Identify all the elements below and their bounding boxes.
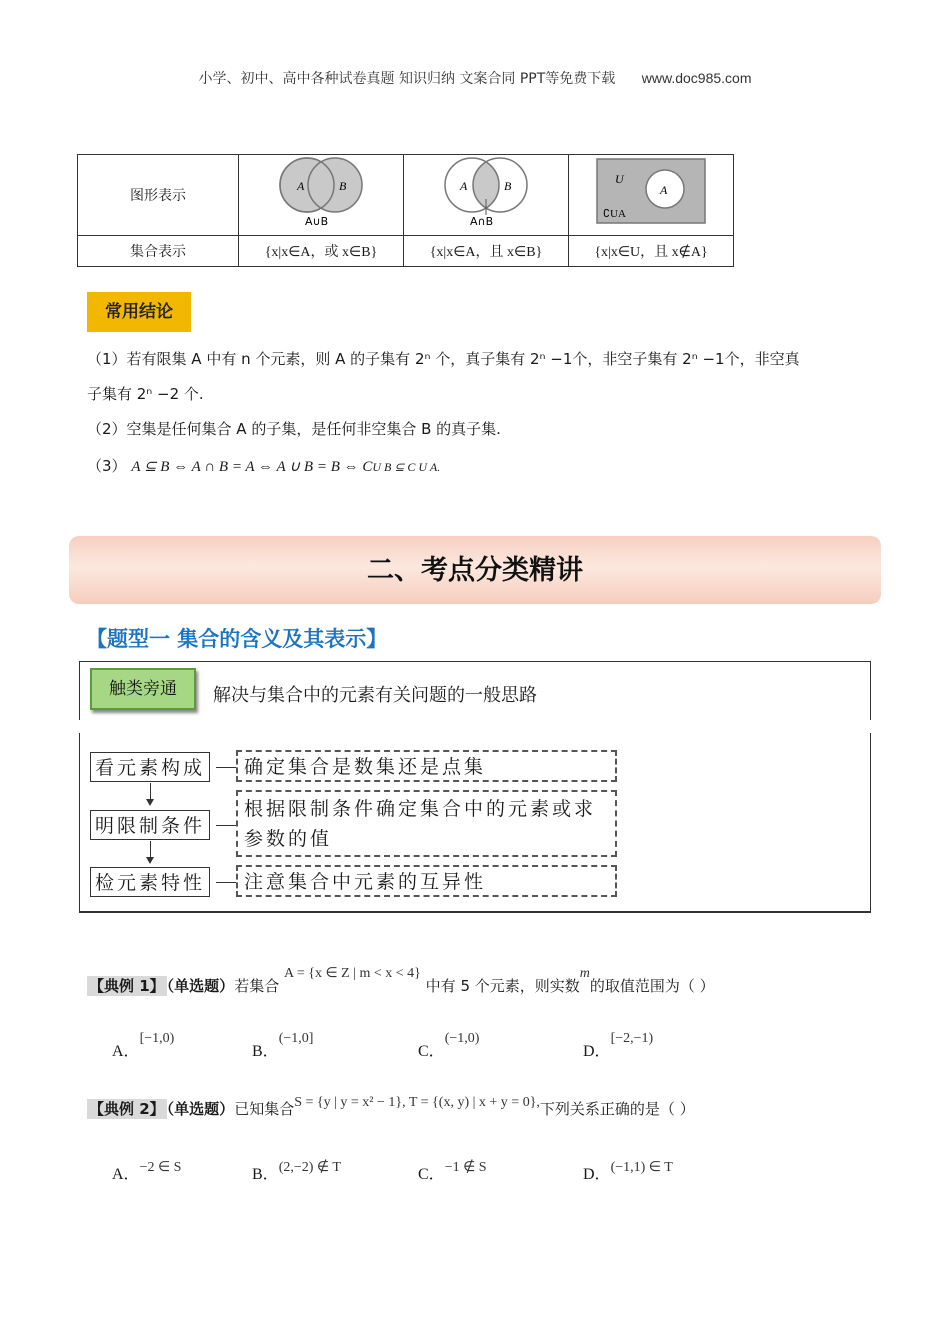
example-2-option-a[interactable] xyxy=(112,1161,181,1184)
flow-step-2-left: 明限制条件 xyxy=(90,810,210,840)
arrow-down-icon xyxy=(146,799,154,806)
option-label: C． xyxy=(418,1043,445,1060)
option-label: C． xyxy=(418,1166,445,1183)
type-heading: 【题型一 集合的含义及其表示】 xyxy=(86,627,388,651)
example-1-option-b[interactable] xyxy=(252,1031,314,1061)
venn-intersection-caption: A∩B xyxy=(470,215,494,228)
option-value: (−1,0) xyxy=(444,1031,480,1046)
venn-intersection-cell xyxy=(404,155,569,236)
flow-connector xyxy=(216,767,236,768)
flow-step-3-left: 检元素特性 xyxy=(90,867,210,897)
flow-step-2-right-line-1: 根据限制条件确定集合中的元素或求 xyxy=(244,798,597,820)
example-2-tag: 【典例 2】 xyxy=(89,1100,165,1118)
conclusion-badge: 常用结论 xyxy=(87,292,191,332)
option-label: D． xyxy=(583,1166,611,1183)
row-label-notation: 集合表示 xyxy=(78,236,239,267)
example-2-option-c[interactable] xyxy=(418,1161,487,1184)
flow-connector xyxy=(216,882,236,883)
flow-arrow xyxy=(150,783,151,799)
option-value: (−1,1) ∈ T xyxy=(610,1160,673,1175)
union-expression: {x|x∈A，或 x∈B} xyxy=(239,236,404,267)
conclusion-line-3-math: A ⊆ B ⇔ A ∩ B = A ⇔ A ∪ B = B ⇔ C xyxy=(131,459,373,475)
flow-step-2-right xyxy=(236,790,617,857)
flow-step-2-right-line-2: 参数的值 xyxy=(244,828,333,850)
venn-intersection-diagram xyxy=(404,155,568,231)
section-title-banner: 二、考点分类精讲 xyxy=(69,536,881,604)
intersection-expression: {x|x∈A，且 x∈B} xyxy=(404,236,569,267)
option-label: B． xyxy=(252,1166,279,1183)
flow-connector xyxy=(216,825,236,826)
tip-badge: 触类旁通 xyxy=(90,668,196,710)
arrow-down-icon xyxy=(146,857,154,864)
venn-label-u: U xyxy=(615,172,624,186)
flow-step-1-right: 确定集合是数集还是点集 xyxy=(236,750,617,782)
set-operations-table xyxy=(77,154,734,267)
venn-union-caption: A∪B xyxy=(305,215,329,228)
example-1-set-expr: A = {x ∈ Z | m < x < 4} xyxy=(283,966,421,981)
example-1-option-d[interactable] xyxy=(583,1031,654,1061)
option-label: B． xyxy=(252,1043,279,1060)
page-header xyxy=(0,68,950,88)
conclusion-line-1b: 子集有 2ⁿ −2 个. xyxy=(87,385,204,403)
conclusion-line-1a: （1）若有限集 A 中有 n 个元素，则 A 的子集有 2ⁿ 个，真子集有 2ⁿ −1个，非空子集有 2ⁿ −1个，非空真 xyxy=(87,350,800,368)
header-text: 小学、初中、高中各种试卷真题 知识归纳 文案合同 PPT等免费下载 xyxy=(198,71,616,87)
venn-complement-diagram xyxy=(569,155,733,231)
example-1 xyxy=(87,966,715,996)
row-label-graphic: 图形表示 xyxy=(78,155,239,236)
example-1-var: m xyxy=(579,966,590,981)
option-label: A． xyxy=(112,1166,140,1183)
table-row xyxy=(78,236,734,267)
example-2-set-expr: S = {y | y = x² − 1}, T = {(x, y) | x + y = 0}, xyxy=(294,1095,540,1110)
header-site-link[interactable]: www.doc985.com xyxy=(641,70,752,86)
option-value: −1 ∉ S xyxy=(444,1160,487,1175)
flow-arrow xyxy=(150,841,151,857)
flow-step-1-left: 看元素构成 xyxy=(90,752,210,782)
example-2 xyxy=(87,1095,695,1119)
venn-label-a: A xyxy=(660,183,668,197)
example-1-option-c[interactable] xyxy=(418,1031,480,1061)
example-1-suffix2: 的取值范围为（ ） xyxy=(589,977,715,995)
example-1-option-a[interactable] xyxy=(112,1031,175,1061)
example-1-tag: 【典例 1】 xyxy=(89,977,165,995)
venn-label-a: A xyxy=(460,179,468,193)
example-1-type: （单选题） xyxy=(166,977,235,995)
flow-step-3-right: 注意集合中元素的互异性 xyxy=(236,865,617,897)
conclusion-line-2: （2）空集是任何集合 A 的子集，是任何非空集合 B 的真子集. xyxy=(87,420,501,438)
option-label: A． xyxy=(112,1043,140,1060)
table-row xyxy=(78,155,734,236)
example-1-prefix: 若集合 xyxy=(234,977,280,995)
tip-text: 解决与集合中的元素有关问题的一般思路 xyxy=(213,685,537,706)
example-2-suffix: 下列关系正确的是（ ） xyxy=(539,1100,695,1118)
option-value: −2 ∈ S xyxy=(139,1160,182,1175)
option-value: (−1,0] xyxy=(278,1031,314,1046)
option-value: [−2,−1) xyxy=(610,1031,654,1046)
option-label: D． xyxy=(583,1043,611,1060)
venn-complement-cell xyxy=(569,155,734,236)
example-2-prefix: 已知集合 xyxy=(234,1100,295,1118)
venn-label-a: A xyxy=(297,179,305,193)
conclusion-line-3 xyxy=(87,455,440,476)
option-value: (2,−2) ∉ T xyxy=(278,1160,341,1175)
venn-complement-caption: ∁UA xyxy=(603,208,626,220)
conclusion-line-3-math-tail: U B ⊆ C U A. xyxy=(372,460,441,474)
example-2-type: （单选题） xyxy=(166,1100,235,1118)
complement-expression: {x|x∈U，且 x∉A} xyxy=(569,236,734,267)
example-1-suffix: 中有 5 个元素，则实数 xyxy=(425,977,580,995)
venn-label-b: B xyxy=(339,179,347,193)
venn-union-diagram xyxy=(239,155,403,231)
conclusion-line-3-prefix: （3） xyxy=(87,457,127,475)
venn-union-cell xyxy=(239,155,404,236)
example-2-option-d[interactable] xyxy=(583,1161,673,1184)
example-2-option-b[interactable] xyxy=(252,1161,341,1184)
option-value: [−1,0) xyxy=(139,1031,175,1046)
venn-label-b: B xyxy=(504,179,512,193)
